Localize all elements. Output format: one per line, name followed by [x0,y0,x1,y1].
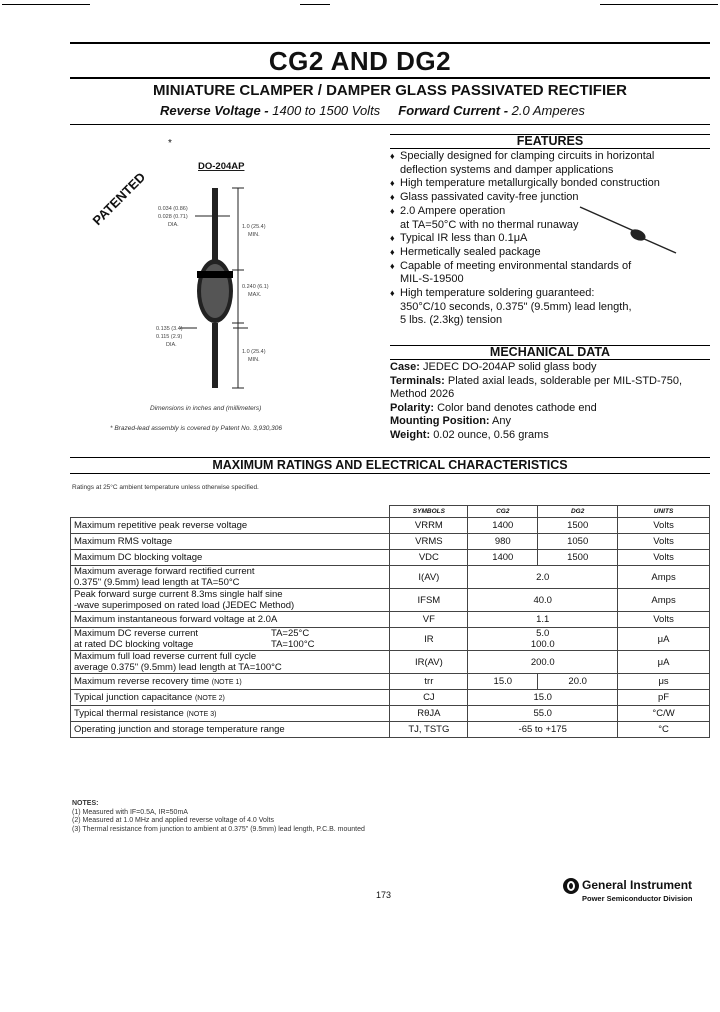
lead-len-4: MIN. [248,357,260,363]
forward-current-value: 2.0 Amperes [511,103,585,118]
scan-mark [600,4,718,5]
lead-dia-3: DIA. [168,222,179,228]
gi-logo-icon [563,878,579,894]
feature-item: ♦ 2.0 Ampere operation at TA=50°C with no thermal runaway [390,204,579,231]
brand-name: General Instrument [582,878,693,892]
feature-item: ♦ High temperature metallurgically bonded construction [390,177,660,190]
reverse-voltage-label: Reverse Voltage - [160,103,269,118]
col-dg2: DG2 [538,506,618,518]
features-rule-bottom [390,148,710,149]
feature-item: ♦ Hermetically sealed package [390,245,541,258]
patent-note: * Brazed-lead assembly is covered by Patent No. 3,930,306 [110,425,282,432]
feature-item: ♦ High temperature soldering guaranteed: 350°C/10 seconds, 0.375" (9.5mm) lead length, 5 lbs. (2.3kg) tension [390,287,632,327]
mechanical-heading: MECHANICAL DATA [489,345,611,359]
lead-len-1: 1.0 (25.4) [242,224,266,230]
mechanical-data: Case: JEDEC DO-204AP solid glass body Terminals: Plated axial leads, solderable per MIL-STD-750, Method 2026 Polarity: Color band denotes cathode end Mounting Position: Any Weight: 0.02 ounce, 0.56 grams [390,361,683,441]
patented-stamp: PATENTED [89,169,149,229]
package-label: DO-204AP [198,161,245,172]
feature-item: ♦ Glass passivated cavity-free junction [390,191,579,204]
table-row: Maximum DC reverse current at rated DC blocking voltage TA=25°C TA=100°C IR 5.0 100.0 μA [71,628,710,651]
table-row: Maximum reverse recovery time (NOTE 1) trr 15.0 20.0 μs [71,674,710,690]
body-dia-3: DIA. [166,342,177,348]
table-row: Typical thermal resistance (NOTE 3) RθJA 55.0 °C/W [71,706,710,722]
ratings-heading: MAXIMUM RATINGS AND ELECTRICAL CHARACTERISTICS [212,458,568,472]
lead-dia-2: 0.028 (0.71) [158,214,188,220]
patented-star: * [168,138,172,149]
col-units: UNITS [618,506,710,518]
body-dia-1: 0.135 (3.4) [156,326,183,332]
scan-mark [300,4,330,5]
package-outline-drawing [70,128,380,443]
body-len-2: MAX. [248,292,262,298]
mech-rule-bottom [390,359,710,360]
table-header-row [71,506,710,518]
page-title: CG2 AND DG2 [268,46,452,76]
table-row: Typical junction capacitance (NOTE 2) CJ 15.0 pF [71,690,710,706]
table-row: Maximum average forward rectified current 0.375" (9.5mm) lead length at TA=50°C I(AV) 2.0 Amps [71,566,710,589]
subtitle-wrap [0,82,720,100]
body-dia-2: 0.115 (2.9) [156,334,183,340]
feature-item: ♦ Typical IR less than 0.1μA [390,232,528,245]
title-rule [70,77,710,79]
col-cg2: CG2 [468,506,538,518]
feature-item: ♦ Specially designed for clamping circuits in horizontal deflection systems and damper applications [390,150,655,176]
features-list [390,150,710,328]
reverse-voltage-value: 1400 to 1500 Volts [272,103,381,118]
table-row: Operating junction and storage temperature range TJ, TSTG -65 to +175 °C [71,722,710,738]
ambient-note: Ratings at 25°C ambient temperature unless otherwise specified. [72,484,259,491]
table-row: Maximum full load reverse current full cycle average 0.375" (9.5mm) lead length at TA=100°C IR(AV) 200.0 μA [71,651,710,674]
table-row: Maximum repetitive peak reverse voltage VRRM 1400 1500 Volts [71,518,710,534]
table-row: Maximum RMS voltage VRMS 980 1050 Volts [71,534,710,550]
table-row: Maximum DC blocking voltage VDC 1400 1500 Volts [71,550,710,566]
feature-item: ♦ Capable of meeting environmental standards of MIL-S-19500 [390,259,632,286]
package-diagram [70,128,380,443]
header-rule [70,124,710,125]
body-len-1: 0.240 (6.1) [242,284,269,290]
table-row: Peak forward surge current 8.3ms single half sine -wave superimposed on rated load (JEDEC Method) IFSM 40.0 Amps [71,589,710,612]
brand-division: Power Semiconductor Division [582,894,693,903]
lead-len-2: MIN. [248,232,260,238]
top-rule [70,42,710,44]
lead-len-3: 1.0 (25.4) [242,349,266,355]
table-row: Maximum instantaneous forward voltage at 2.0A VF 1.1 Volts [71,612,710,628]
voltage-line [160,103,585,118]
ratings-table [70,505,710,738]
ratings-rule-bottom [70,473,710,474]
notes: NOTES: (1) Measured with IF=0.5A, IR=50mA (2) Measured at 1.0 MHz and applied reverse voltage of 4.0 Volts (3) Thermal resistance from junction to ambient at 0.375" (9.5mm) lead length, P.C.B. mounted [72,800,365,833]
lead-dia-1: 0.034 (0.86) [158,206,188,212]
scan-mark [2,4,90,5]
features-heading: FEATURES [516,134,584,148]
col-symbols: SYMBOLS [390,506,468,518]
page-number: 173 [376,890,392,900]
dims-note: Dimensions in inches and (millimeters) [150,405,262,412]
forward-current-label: Forward Current - [398,103,509,118]
subtitle: MINIATURE CLAMPER / DAMPER GLASS PASSIVATED RECTIFIER [153,82,627,99]
